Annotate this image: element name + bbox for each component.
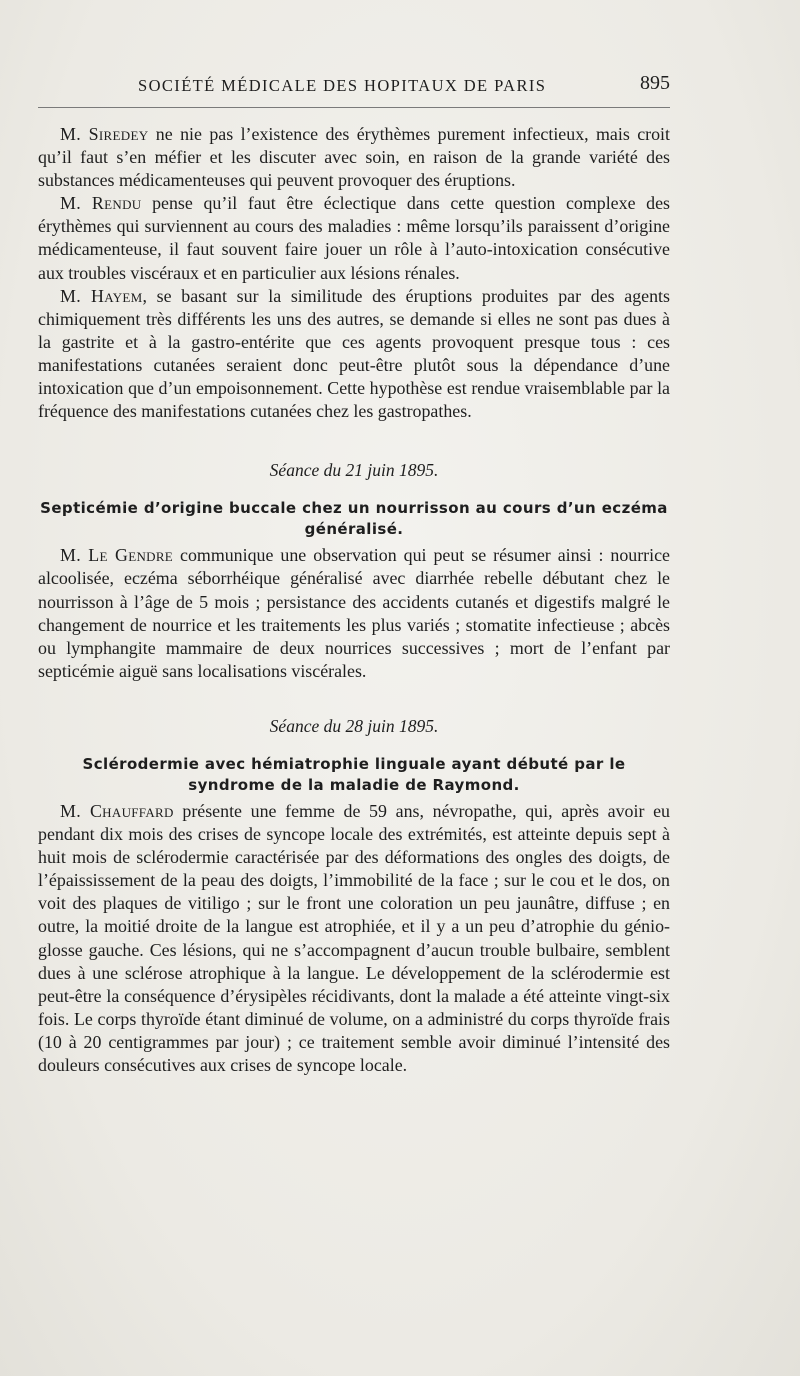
section-heading: Sclérodermie avec hémiatrophie linguale ayant débuté par le syndrome de la maladie de Raymond. [82,754,626,794]
speaker-name: M. Le Gendre [60,545,174,566]
paragraph-rendu [38,192,670,284]
speaker-name: M. Chauffard [60,800,174,821]
page-number: 895 [640,72,670,94]
paragraph-text: pense qu’il faut être éclectique dans cette question complexe des érythèmes qui surviennent au cours des maladies : même lorsqu’ils paraissent d’origine médicamenteuse, il faut souvent faire jouer un rôle à l’auto-intoxication consécutive aux troubles viscéraux et en particulier aux lésions rénales. [38,193,670,283]
speaker-name: M. Rendu [60,193,142,214]
page-header [38,72,670,102]
paragraph-text: présente une femme de 59 ans, névropathe, qui, après avoir eu pendant dix mois des crises de syncope locale des extrémités, est atteinte depuis sept à huit mois de sclérodermie caractérisée par des déformations des ongles des doigts, de l’épaississement de la peau des doigts, l’immobilité de la face ; sur le cou et le dos, on voit des plaques de vitiligo ; sur le front une coloration un peu jaunâtre, diffuse ; en outre, la moitié droite de la langue est atrophiée, et il y a un peu d’atrophie du génio-glosse gauche. Ces lésions, qui ne s’accompagnent d’aucun trouble bulbaire, semblent dues à une sclérose atrophique à la langue. Le développement de la sclérodermie est peut-être la conséquence d’érysipèles récidivants, dont la malade a été atteinte vingt-six fois. Le corps thyroïde étant diminué de volume, on a administré du corps thyroïde frais (10 à 20 centigrammes par jour) ; ce traitement semble avoir diminué l’intensité des douleurs consécutives aux crises de syncope locale. [38,800,670,1075]
running-title: SOCIÉTÉ MÉDICALE DES HOPITAUX DE PARIS [138,76,547,95]
paragraph-text: communique une observation qui peut se résumer ainsi : nourrice alcoolisée, eczéma séborrhéique généralisé avec diarrhée rebelle débutant chez le nourrisson à l’âge de 5 mois ; persistance des accidents cutanés et digestifs malgré le changement de nourrice et les traitements les plus variés ; stomatite infectieuse ; abcès ou lymphangite mammaire de deux nourrices successives ; mort de l’enfant par septicémie aiguë sans localisations viscérales. [38,545,670,681]
speaker-name: M. Hayem [60,285,143,306]
paragraph-text: , se basant sur la similitude des éruptions produites par des agents chimiquement très différents les uns des autres, se demande si elles ne sont pas dues à la gastrite et à la gastro-entérite que ces agents provoquent presque tous : ces manifestations cutanées seraient donc peut-être plutôt sous la dépendance d’une intoxication que d’un empoisonnement. Cette hypothèse est rendue vraisemblable par la fréquence des manifestations cutanées chez les gastropathes. [38,285,670,422]
session-title: Séance du 21 juin 1895. [269,460,439,481]
section-heading: Septicémie d’origine buccale chez un nourrisson au cours d’un eczéma généralisé. [40,499,668,539]
paragraph-chauffard [38,800,670,1077]
paragraph-text: ne nie pas l’existence des érythèmes purement infectieux, mais croit qu’il faut s’en méfier et les discuter avec soin, en raison de la grande variété des substances médicamenteuses qui peuvent provoquer des éruptions. [38,124,670,191]
paragraph-le-gendre [38,544,670,683]
paragraph-siredey [38,123,670,192]
paragraph-hayem [38,285,670,424]
session-title: Séance du 28 juin 1895. [269,715,439,736]
header-rule [38,107,670,108]
speaker-name: M. Siredey [60,124,149,144]
body-text [38,123,670,1077]
